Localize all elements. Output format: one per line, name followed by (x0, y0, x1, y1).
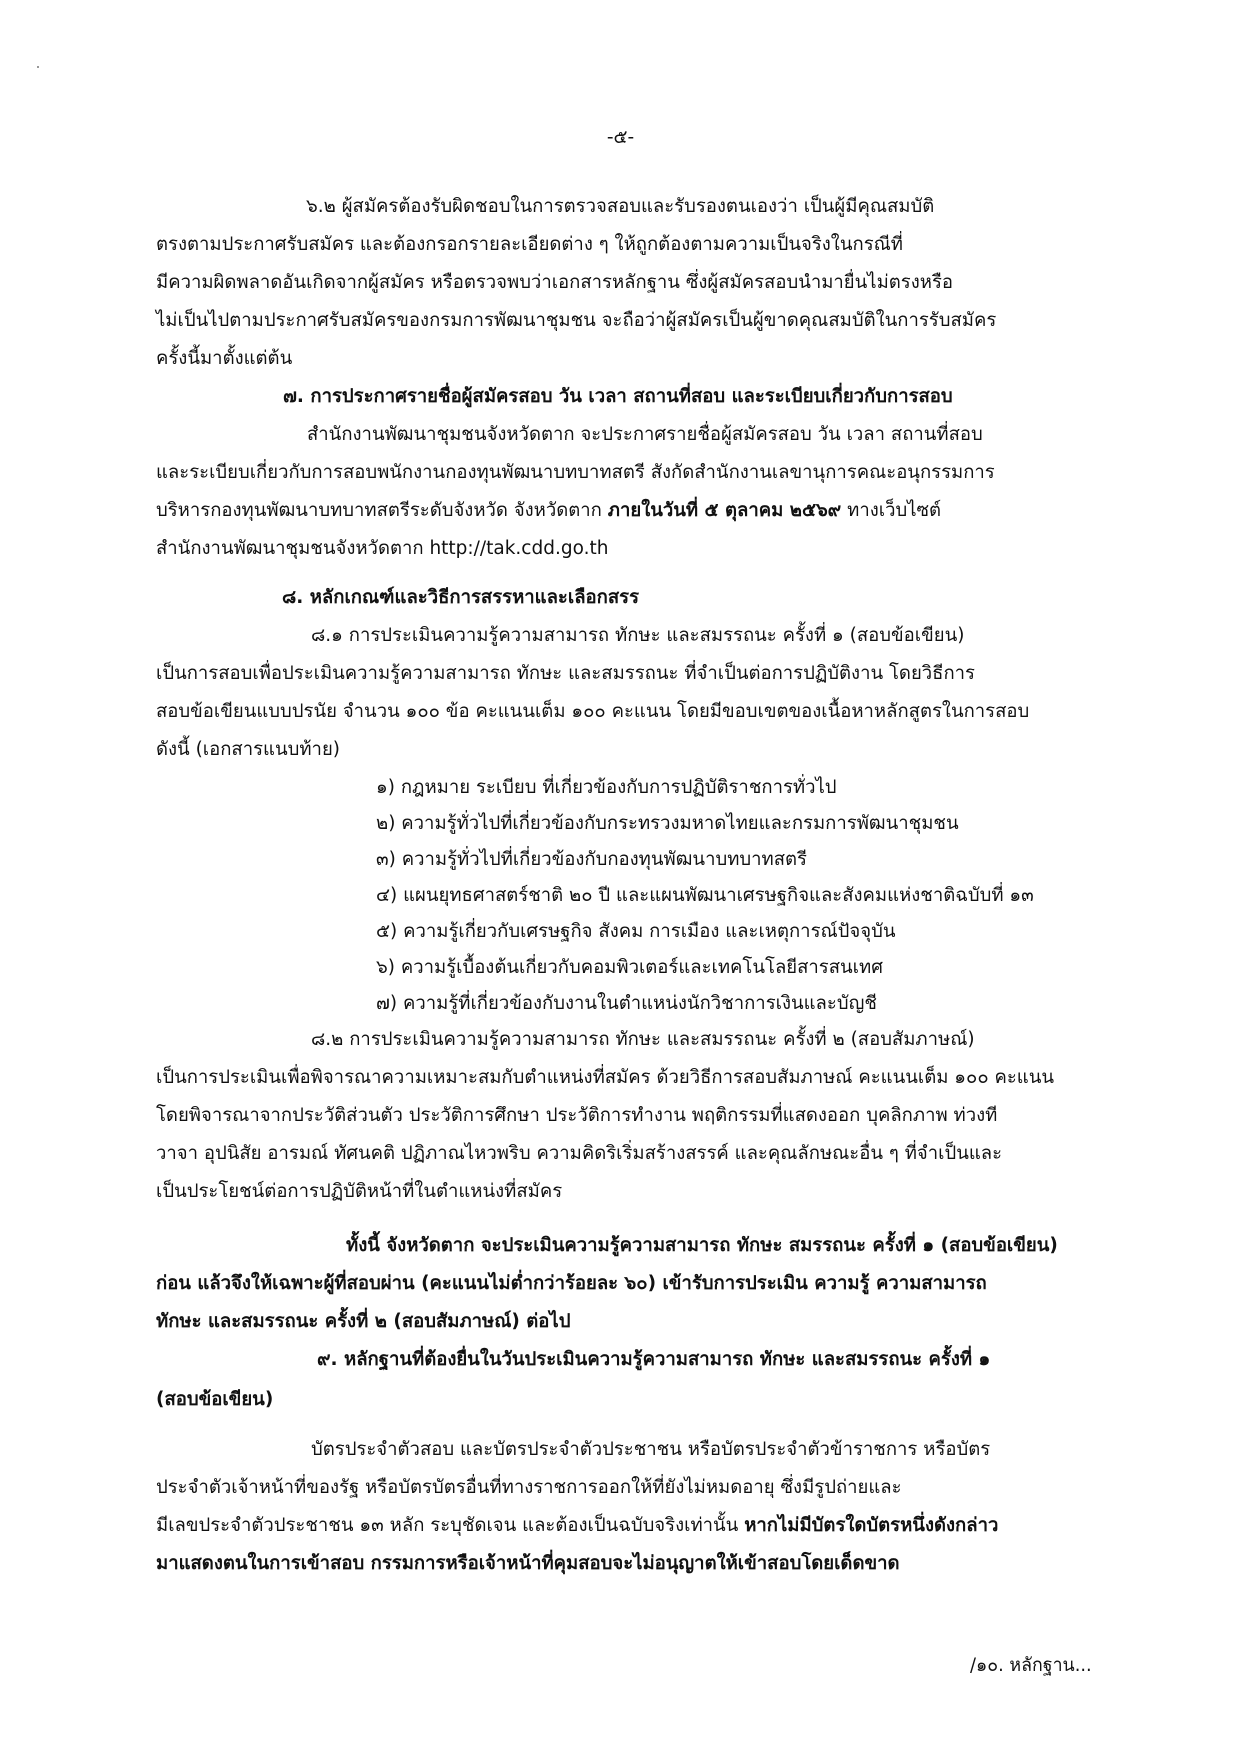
section-8-2-line-5: เป็นประโยชน์ต่อการปฏิบัติหน้าที่ในตำแหน่งที่สมัคร (156, 1181, 563, 1202)
section-7-line-3-tail: ทางเว็บไซต์ (841, 500, 942, 521)
syllabus-item: ๗) ความรู้ที่เกี่ยวข้องกับงานในตำแหน่งนักวิชาการเงินและบัญชี (376, 993, 877, 1014)
page-number: -๕- (606, 127, 635, 148)
section-8-1-line-1: ๘.๑ การประเมินความรู้ความสามารถ ทักษะ และสมรรถนะ ครั้งที่ ๑ (สอบข้อเขียน) (311, 625, 965, 646)
announcement-deadline: ภายในวันที่ ๕ ตุลาคม ๒๕๖๙ (607, 500, 842, 521)
syllabus-item: ๑) กฎหมาย ระเบียบ ที่เกี่ยวข้องกับการปฏิบัติราชการทั่วไป (376, 777, 837, 798)
note-line-2: ก่อน แล้วจึงให้เฉพาะผู้ที่สอบผ่าน (คะแนนไม่ต่ำกว่าร้อยละ ๖๐) เข้ารับการประเมิน ความรู้ ความสามารถ (156, 1273, 987, 1294)
section-8-heading: ๘. หลักเกณฑ์และวิธีการสรรหาและเลือกสรร (282, 587, 640, 608)
section-6-2-line-1-text: ๖.๒ ผู้สมัครต้องรับผิดชอบในการตรวจสอบและรับรองตนเองว่า เป็นผู้มีคุณสมบัติ (306, 196, 935, 217)
syllabus-item: ๒) ความรู้ทั่วไปที่เกี่ยวข้องกับกระทรวงมหาดไทยและกรมการพัฒนาชุมชน (376, 813, 959, 834)
section-8-2-line-1: ๘.๒ การประเมินความรู้ความสามารถ ทักษะ และสมรรถนะ ครั้งที่ ๒ (สอบสัมภาษณ์) (311, 1029, 975, 1050)
section-6-2-line-3: มีความผิดพลาดอันเกิดจากผู้สมัคร หรือตรวจพบว่าเอกสารหลักฐาน ซึ่งผู้สมัครสอบนำมายื่นไม่ตรงหรือ (156, 272, 954, 293)
section-9-line-2: ประจำตัวเจ้าหน้าที่ของรัฐ หรือบัตรบัตรอื่นที่ทางราชการออกให้ที่ยังไม่หมดอายุ ซึ่งมีรูปถ่ายและ (156, 1477, 902, 1498)
scan-speck (37, 66, 39, 68)
section-7-line-2: และระเบียบเกี่ยวกับการสอบพนักงานกองทุนพัฒนาบทบาทสตรี สังกัดสำนักงานเลขานุการคณะอนุกรรมการ (156, 462, 995, 483)
section-9-line-3-text: มีเลขประจำตัวประชาชน ๑๓ หลัก ระบุชัดเจน และต้องเป็นฉบับจริงเท่านั้น (156, 1515, 745, 1536)
section-8-2-line-3: โดยพิจารณาจากประวัติส่วนตัว ประวัติการศึกษา ประวัติการทำงาน พฤติกรรมที่แสดงออก บุคลิกภาพ ท่วงที (156, 1105, 998, 1126)
section-7-heading: ๗. การประกาศรายชื่อผู้สมัครสอบ วัน เวลา สถานที่สอบ และระเบียบเกี่ยวกับการสอบ (283, 386, 953, 407)
section-8-2-line-4: วาจา อุปนิสัย อารมณ์ ทัศนคติ ปฏิภาณไหวพริบ ความคิดริเริ่มสร้างสรรค์ และคุณลักษณะอื่น ๆ ที่จำเป็นและ (156, 1143, 1003, 1164)
syllabus-item: ๖) ความรู้เบื้องต้นเกี่ยวกับคอมพิวเตอร์และเทคโนโลยีสารสนเทศ (376, 957, 883, 978)
section-7-line-3-text: บริหารกองทุนพัฒนาบทบาทสตรีระดับจังหวัด จังหวัดตาก (156, 500, 608, 521)
section-9-heading-line-2: (สอบข้อเขียน) (156, 1389, 274, 1410)
section-9-line-3-bold: หากไม่มีบัตรใดบัตรหนึ่งดังกล่าว (744, 1515, 999, 1536)
section-8-1-line-3: สอบข้อเขียนแบบปรนัย จำนวน ๑๐๐ ข้อ คะแนนเต็ม ๑๐๐ คะแนน โดยมีขอบเขตของเนื้อหาหลักสูตรในการสอบ (156, 701, 1030, 722)
section-8-2-line-2: เป็นการประเมินเพื่อพิจารณาความเหมาะสมกับตำแหน่งที่สมัคร ด้วยวิธีการสอบสัมภาษณ์ คะแนนเต็ม ๑๐๐ คะแนน (156, 1067, 1055, 1088)
syllabus-item: ๓) ความรู้ทั่วไปที่เกี่ยวข้องกับกองทุนพัฒนาบทบาทสตรี (376, 849, 807, 870)
section-9-heading-line-1: ๙. หลักฐานที่ต้องยื่นในวันประเมินความรู้ความสามารถ ทักษะ และสมรรถนะ ครั้งที่ ๑ (317, 1349, 991, 1370)
section-9-line-4: มาแสดงตนในการเข้าสอบ กรรมการหรือเจ้าหน้าที่คุมสอบจะไม่อนุญาตให้เข้าสอบโดยเด็ดขาด (156, 1553, 900, 1574)
section-6-2-line-5: ครั้งนี้มาตั้งแต่ต้น (156, 348, 293, 369)
syllabus-item: ๕) ความรู้เกี่ยวกับเศรษฐกิจ สังคม การเมือง และเหตุการณ์ปัจจุบัน (376, 921, 896, 942)
section-7-line-1: สำนักงานพัฒนาชุมชนจังหวัดตาก จะประกาศรายชื่อผู้สมัครสอบ วัน เวลา สถานที่สอบ (307, 424, 983, 445)
section-8-1-line-2: เป็นการสอบเพื่อประเมินความรู้ความสามารถ ทักษะ และสมรรถนะ ที่จำเป็นต่อการปฏิบัติงาน โดยวิธีการ (156, 663, 975, 684)
section-7-line-4: สำนักงานพัฒนาชุมชนจังหวัดตาก http://tak.cdd.go.th (156, 538, 609, 559)
note-line-3: ทักษะ และสมรรถนะ ครั้งที่ ๒ (สอบสัมภาษณ์) ต่อไป (156, 1311, 571, 1332)
section-9-line-1: บัตรประจำตัวสอบ และบัตรประจำตัวประชาชน หรือบัตรประจำตัวข้าราชการ หรือบัตร (311, 1439, 991, 1460)
syllabus-item: ๔) แผนยุทธศาสตร์ชาติ ๒๐ ปี และแผนพัฒนาเศรษฐกิจและสังคมแห่งชาติฉบับที่ ๑๓ (376, 885, 1034, 906)
note-line-1: ทั้งนี้ จังหวัดตาก จะประเมินความรู้ความสามารถ ทักษะ สมรรถนะ ครั้งที่ ๑ (สอบข้อเขียน) (346, 1235, 1058, 1256)
continuation-marker: /๑๐. หลักฐาน... (970, 1655, 1092, 1676)
section-7-line-3 (156, 500, 941, 522)
section-8-1-line-4: ดังนี้ (เอกสารแนบท้าย) (156, 739, 340, 760)
section-6-2-line-1 (306, 196, 1075, 218)
section-9-line-3 (156, 1515, 998, 1537)
section-6-2-line-4: ไม่เป็นไปตามประกาศรับสมัครของกรมการพัฒนาชุมชน จะถือว่าผู้สมัครเป็นผู้ขาดคุณสมบัติในการรับสมัคร (156, 310, 997, 331)
section-6-2-line-2: ตรงตามประกาศรับสมัคร และต้องกรอกรายละเอียดต่าง ๆ ให้ถูกต้องตามความเป็นจริงในกรณีที่ (156, 234, 903, 255)
